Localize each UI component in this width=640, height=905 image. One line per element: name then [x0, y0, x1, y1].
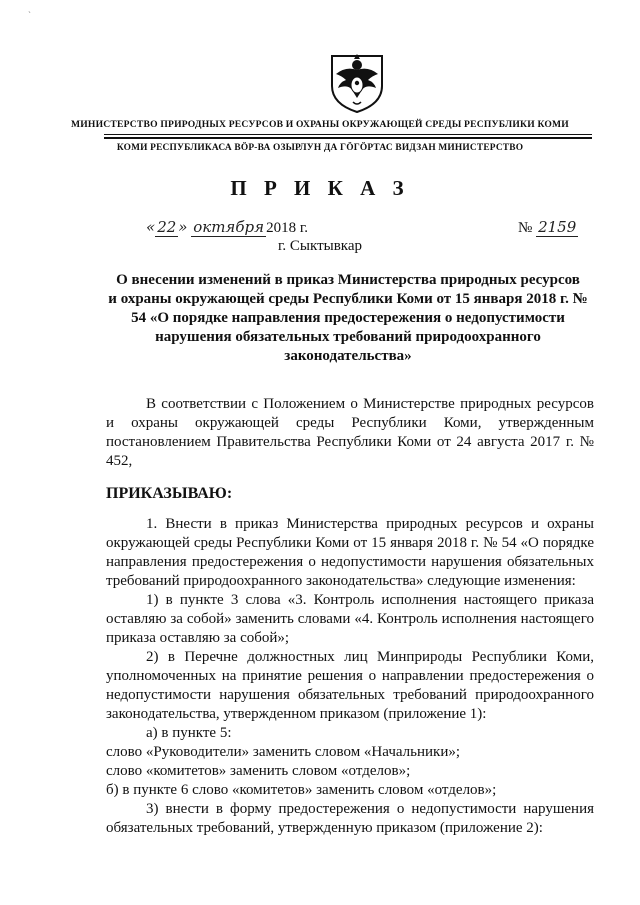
- order-directive: ПРИКАЗЫВАЮ:: [106, 485, 233, 502]
- subject-line: и охраны окружающей среды Республики Коми от 15 января 2018 г. №: [108, 291, 588, 307]
- subject-line: нарушения обязательных требований природоохранного: [155, 329, 541, 345]
- order-subject: [100, 271, 596, 366]
- ministry-name-komi: КОМИ РЕСПУБЛИКАСА ВӦР-ВА ОЗЫРЛУН ДА ГӦГӦРТАС ВИДЗАН МИНИСТЕРСТВО: [116, 143, 524, 153]
- preamble-text: В соответствии с Положением о Министерстве природных ресурсов и охраны окружающей среды Республики Коми, утвержденным постановлением Правительства Республики Коми от 24 августа 2017 г. № 452,: [106, 396, 594, 469]
- subject-line: О внесении изменений в приказ Министерства природных ресурсов: [116, 272, 580, 288]
- order-items: [106, 515, 594, 838]
- order-number: [518, 218, 578, 237]
- order-item: 3) внести в форму предостережения о недопустимости нарушения обязательных требований, утвержденную приказом (приложение 2):: [106, 801, 594, 836]
- order-item: 2) в Перечне должностных лиц Минприроды Республики Коми, уполномоченных на принятие решения о направлении предостережения о недопустимости нарушения обязательных требований природоохранного законодательства, утвержденном приказом (приложение 1):: [106, 649, 594, 722]
- city-name: г. Сыктывкар: [277, 238, 363, 254]
- order-date: [146, 218, 308, 237]
- number-prefix: №: [518, 220, 533, 236]
- order-item: а) в пункте 5:: [146, 725, 232, 741]
- date-year: 2018 г.: [266, 220, 309, 236]
- scan-mark: ˋ: [28, 10, 31, 20]
- order-item: 1. Внести в приказ Министерства природных ресурсов и охраны окружающей среды Республики Коми от 15 января 2018 г. № 54 «О порядке направления предостережения о недопустимости нарушения обязательных требований природоохранного законодательства» следующие изменения:: [106, 516, 594, 589]
- order-item: 1) в пункте 3 слова «3. Контроль исполнения настоящего приказа оставляю за собой» заменить словами «4. Контроль исполнения настоящего приказа оставляю за собой»;: [106, 592, 594, 646]
- document-title: П Р И К А З: [230, 176, 410, 200]
- header-rule-thick: [104, 137, 592, 139]
- number-value-handwritten: 2159: [538, 218, 577, 236]
- date-open-quote: «: [146, 218, 156, 236]
- subject-line: законодательства»: [284, 348, 412, 364]
- date-day-handwritten: 22: [157, 218, 177, 236]
- date-close-quote: »: [178, 218, 188, 236]
- preamble: [106, 395, 594, 471]
- order-item: слово «Руководители» заменить словом «Начальники»;: [106, 744, 461, 760]
- komi-coat-of-arms-icon: [328, 52, 386, 114]
- subject-line: 54 «О порядке направления предостережения о недопустимости: [131, 310, 565, 326]
- header-rule-thin: [104, 134, 592, 135]
- order-item: слово «комитетов» заменить словом «отделов»;: [106, 763, 411, 779]
- ministry-name-russian: МИНИСТЕРСТВО ПРИРОДНЫХ РЕСУРСОВ И ОХРАНЫ ОКРУЖАЮЩЕЙ СРЕДЫ РЕСПУБЛИКИ КОМИ: [71, 119, 569, 130]
- date-month-handwritten: октября: [193, 218, 265, 236]
- order-item: б) в пункте 6 слово «комитетов» заменить словом «отделов»;: [106, 782, 497, 798]
